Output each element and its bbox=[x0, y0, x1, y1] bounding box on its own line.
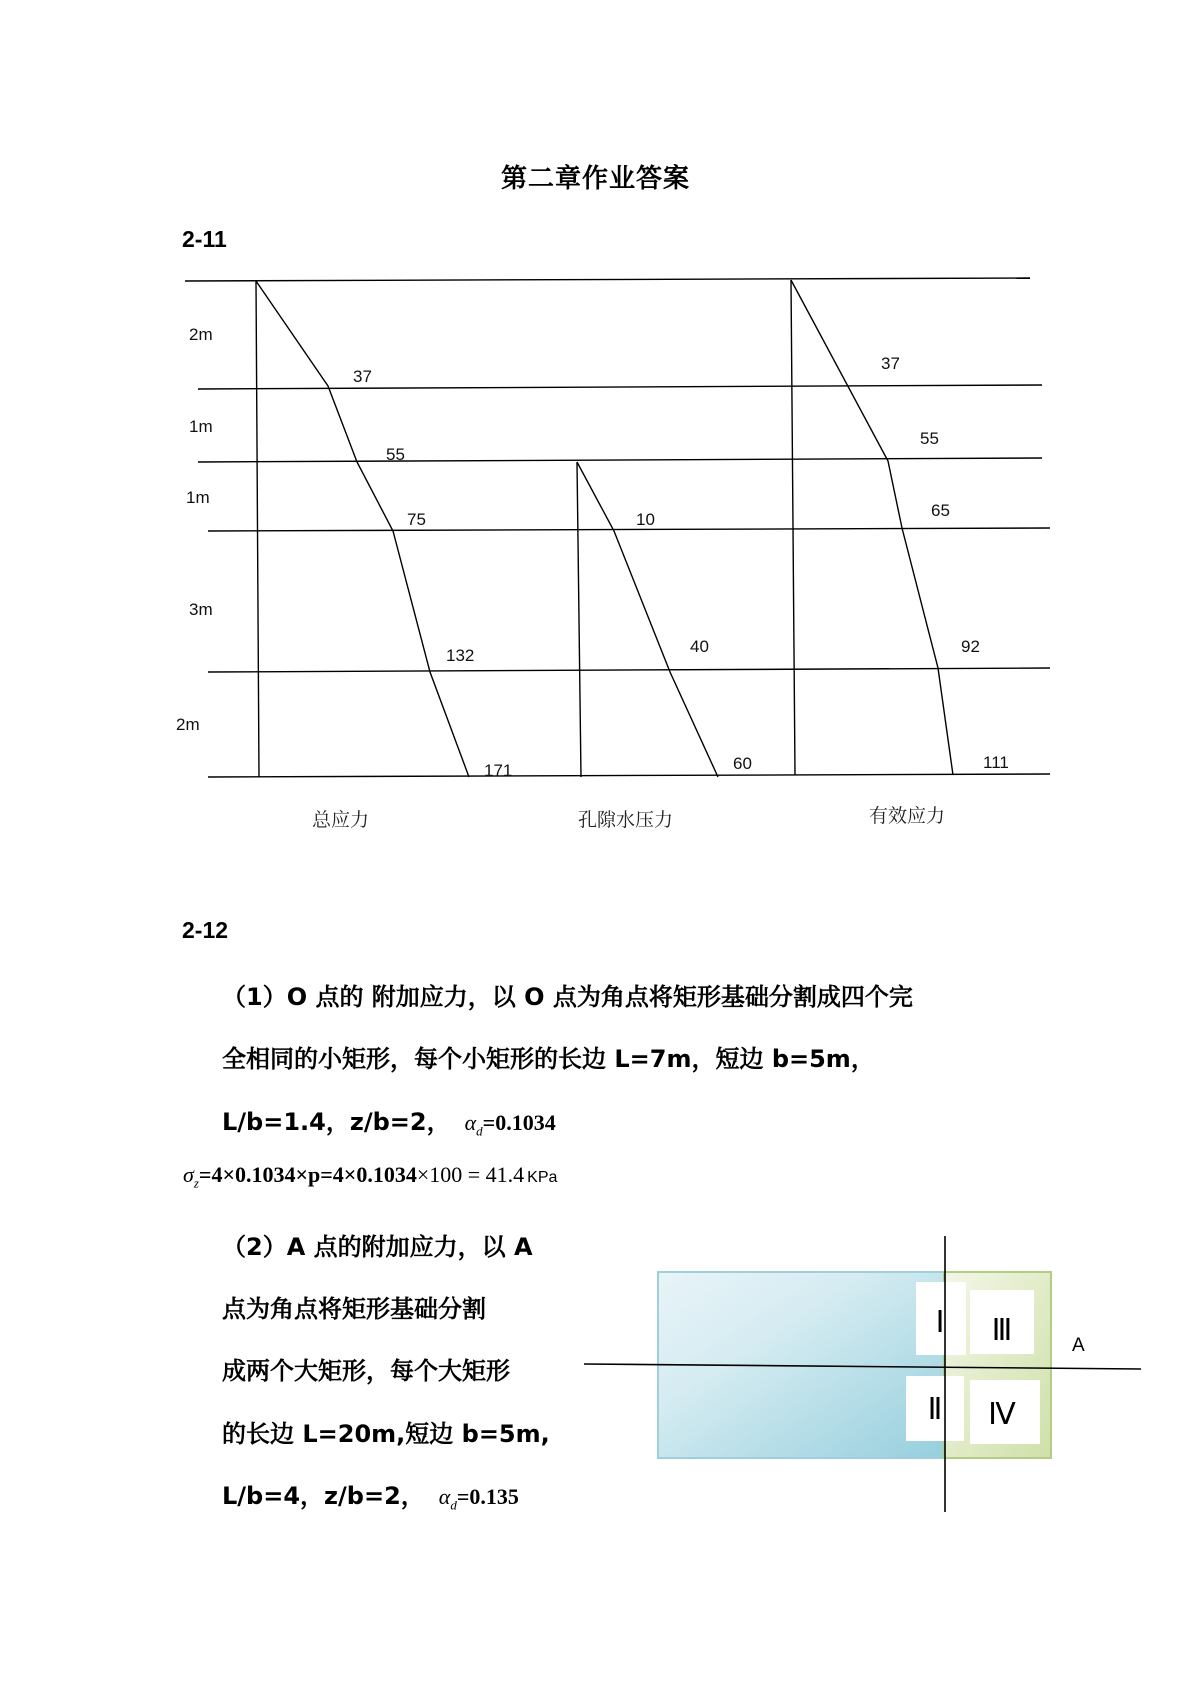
layer-thickness-label: 3m bbox=[189, 600, 213, 619]
page-title: 第二章作业答案 bbox=[500, 164, 690, 194]
layer-thickness-label: 2m bbox=[176, 715, 200, 734]
ratio-text: L/b=1.4，z/b=2， bbox=[222, 1108, 451, 1136]
category-label-total-stress: 总应力 bbox=[312, 809, 370, 831]
region-label-ii: Ⅱ bbox=[927, 1393, 943, 1426]
formula-unit: KPa bbox=[527, 1169, 558, 1186]
alpha-subscript: d bbox=[450, 1497, 457, 1513]
total-stress-value: 132 bbox=[446, 646, 475, 665]
formula-bold-part: =4×0.1034×p=4×0.1034 bbox=[198, 1162, 417, 1187]
effective-stress-value: 55 bbox=[920, 429, 939, 448]
part1-line2: 全相同的小矩形，每个小矩形的长边 L=7m，短边 b=5m， bbox=[222, 1045, 875, 1073]
category-label-effective-stress: 有效应力 bbox=[869, 805, 946, 827]
part2-line2: 点为角点将矩形基础分割 bbox=[222, 1295, 486, 1323]
part2-line1: （2）A 点的附加应力，以 A bbox=[222, 1233, 533, 1261]
effective-stress-value: 37 bbox=[881, 354, 900, 373]
part1-line1: （1）O 点的 附加应力，以 O 点为角点将矩形基础分割成四个完 bbox=[222, 983, 913, 1011]
alpha-symbol: α bbox=[464, 1110, 477, 1135]
alpha-value: =0.1034 bbox=[482, 1110, 556, 1135]
region-label-i: Ⅰ bbox=[935, 1306, 945, 1339]
total-stress-value: 171 bbox=[484, 761, 513, 780]
effective-stress-value: 65 bbox=[931, 501, 950, 520]
sigma-symbol: σ bbox=[183, 1162, 194, 1187]
point-a-label: A bbox=[1072, 1335, 1085, 1356]
pore-pressure-value: 60 bbox=[733, 754, 752, 773]
sigma-subscript: z bbox=[193, 1175, 199, 1191]
category-label-pore-pressure: 孔隙水压力 bbox=[578, 809, 674, 831]
part2-line4: 的长边 L=20m,短边 b=5m, bbox=[222, 1420, 550, 1448]
effective-stress-value: 92 bbox=[961, 637, 980, 656]
total-stress-value: 37 bbox=[353, 367, 372, 386]
formula-rest: ×100 = 41.4 bbox=[416, 1162, 525, 1187]
pore-pressure-value: 10 bbox=[636, 510, 655, 529]
section-heading-2-11: 2-11 bbox=[182, 226, 227, 252]
alpha-subscript: d bbox=[476, 1123, 483, 1139]
layer-thickness-label: 1m bbox=[186, 488, 210, 507]
alpha-symbol: α bbox=[438, 1484, 451, 1509]
layer-thickness-label: 1m bbox=[189, 417, 213, 436]
total-stress-value: 75 bbox=[407, 510, 426, 529]
pore-pressure-value: 40 bbox=[690, 637, 709, 656]
region-label-iii: Ⅲ bbox=[991, 1314, 1013, 1347]
effective-stress-value: 111 bbox=[983, 753, 1009, 772]
ratio-text: L/b=4，z/b=2， bbox=[222, 1482, 425, 1510]
total-stress-value: 55 bbox=[386, 445, 405, 464]
section-heading-2-12: 2-12 bbox=[182, 917, 229, 943]
part2-line3: 成两个大矩形，每个大矩形 bbox=[222, 1357, 510, 1385]
layer-thickness-label: 2m bbox=[189, 325, 213, 344]
alpha-value: =0.135 bbox=[456, 1484, 519, 1509]
region-label-iv: Ⅳ bbox=[988, 1398, 1016, 1431]
